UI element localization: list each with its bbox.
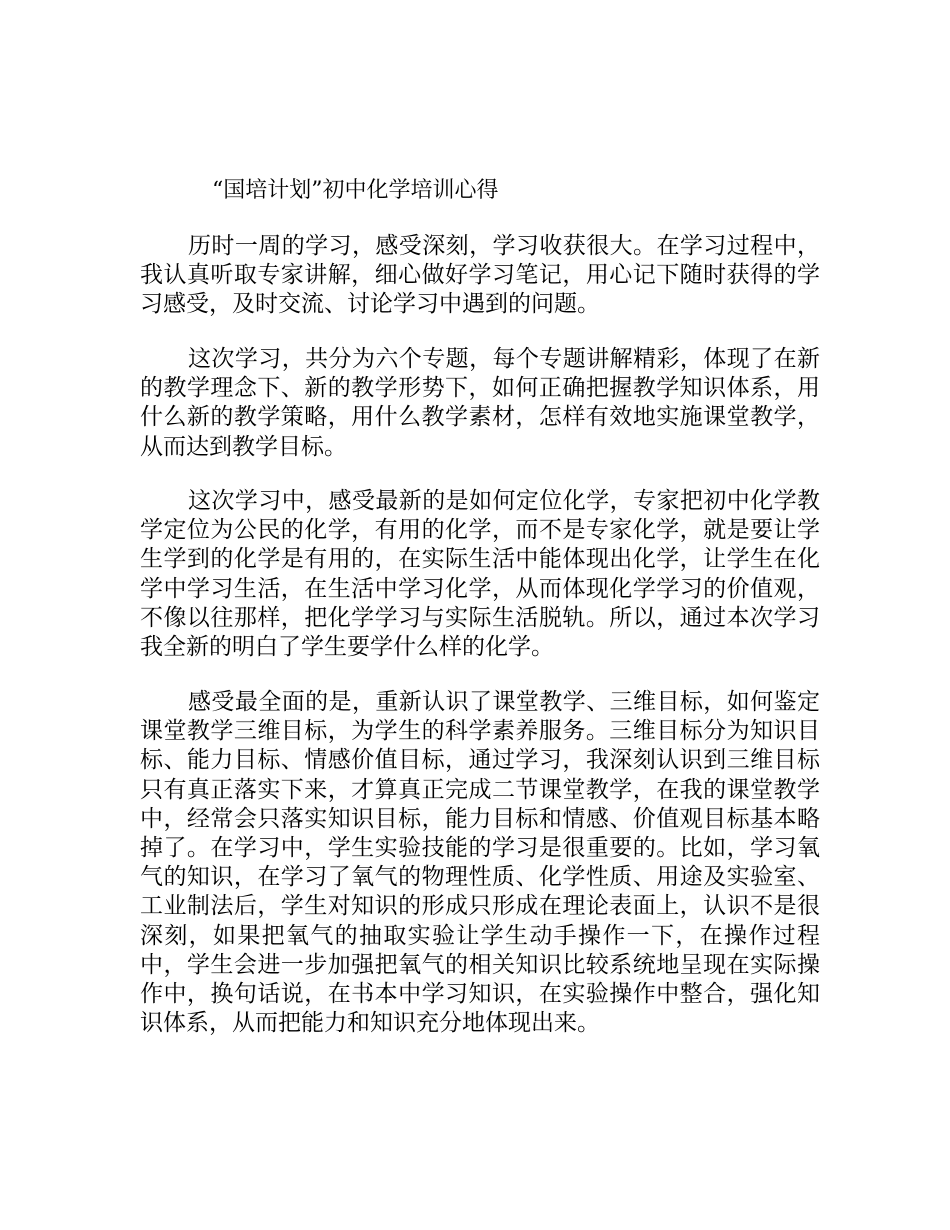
paragraph-3: 这次学习中，感受最新的是如何定位化学，专家把初中化学教学定位为公民的化学，有用的化学，而不是专家化学，就是要让学生学到的化学是有用的，在实际生活中能体现出化学，让学生在化学中学习生活，在生活中学习化学，从而体现化学学习的价值观，不像以往那样，把化学学习与实际生活脱轨。所以，通过本次学习我全新的明白了学生要学什么样的化学。: [140, 488, 820, 661]
paragraph-1: 历时一周的学习，感受深刻，学习收获很大。在学习过程中，我认真听取专家讲解，细心做好学习笔记，用心记下随时获得的学习感受，及时交流、讨论学习中遇到的问题。: [140, 233, 820, 318]
paragraph-4: 感受最全面的是，重新认识了课堂教学、三维目标，如何鉴定课堂教学三维目标，为学生的科学素养服务。三维目标分为知识目标、能力目标、情感价值目标，通过学习，我深刻认识到三维目标只有真正落实下来，才算真正完成二节课堂教学，在我的课堂教学中，经常会只落实知识目标，能力目标和情感、价值观目标基本略掉了。在学习中，学生实验技能的学习是很重要的。比如，学习氧气的知识，在学习了氧气的物理性质、化学性质、用途及实验室、工业制法后，学生对知识的形成只形成在理论表面上，认识不是很深刻，如果把氧气的抽取实验让学生动手操作一下，在操作过程中，学生会进一步加强把氧气的相关知识比较系统地呈现在实际操作中，换句话说，在书本中学习知识，在实验操作中整合，强化知识体系，从而把能力和知识充分地体现出来。: [140, 689, 820, 1037]
document-title: “国培计划”初中化学培训心得: [212, 178, 499, 203]
paragraph-2: 这次学习，共分为六个专题，每个专题讲解精彩，体现了在新的教学理念下、新的教学形势下，如何正确把握教学知识体系，用什么新的教学策略，用什么教学素材，怎样有效地实施课堂教学，从而达到教学目标。: [140, 346, 820, 460]
